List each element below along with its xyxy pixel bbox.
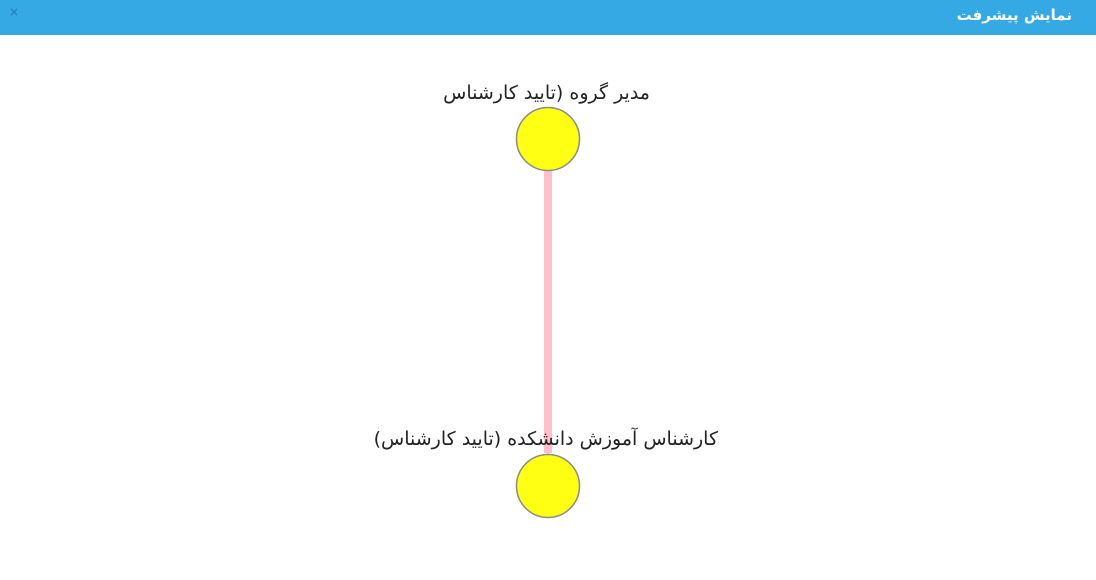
dialog-titlebar [0, 0, 1096, 35]
dialog-title: نمایش پیشرفت [956, 6, 1072, 24]
node-label-n1: مدیر گروه (تایید کارشناس [443, 82, 650, 104]
close-icon[interactable]: × [8, 5, 20, 19]
node-n2[interactable] [517, 455, 580, 518]
diagram-canvas [0, 35, 1096, 580]
node-n1[interactable] [517, 108, 580, 171]
diagram-svg [0, 35, 1096, 580]
node-label-n2: کارشناس آموزش دانشکده (تایید کارشناس) [373, 428, 718, 450]
